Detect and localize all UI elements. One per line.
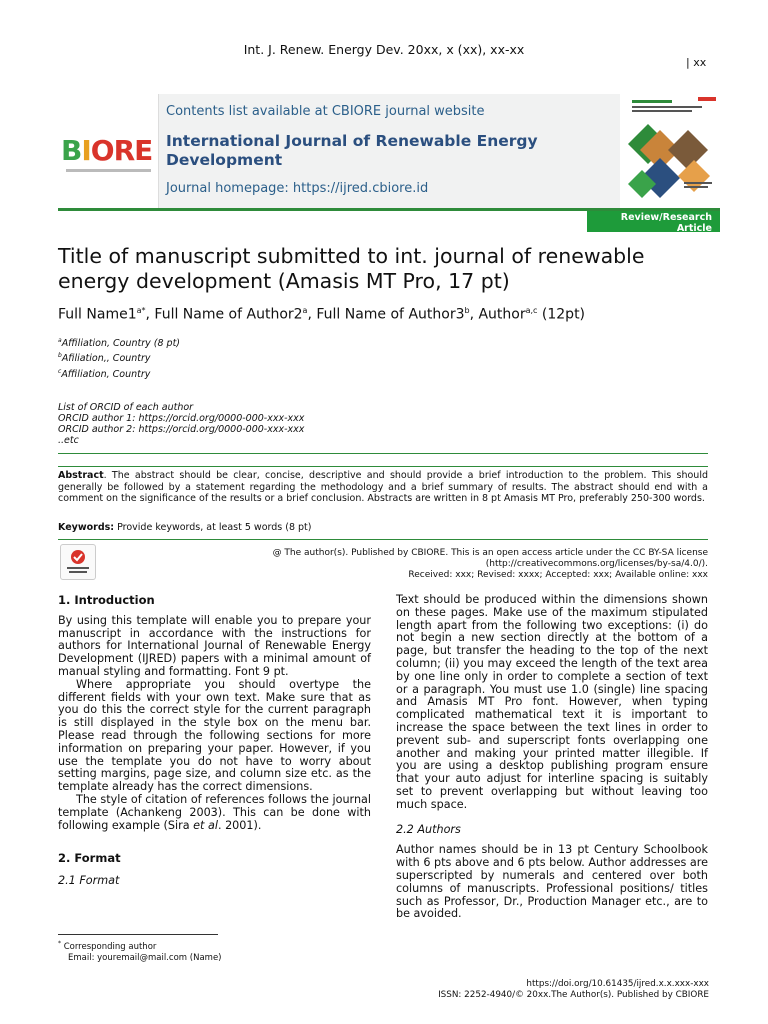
journal-homepage[interactable]: Journal homepage: https://ijred.cbiore.id [166, 181, 429, 196]
page-footer [300, 979, 709, 1001]
keywords [58, 522, 311, 533]
license-top-rule [58, 539, 708, 540]
logo-tagline-bar [66, 169, 151, 172]
left-column [58, 594, 371, 896]
abstract-label: Abstract [58, 470, 104, 481]
running-head: Int. J. Renew. Energy Dev. 20xx, x (xx), xx-xx [243, 42, 525, 57]
contents-line: Contents list available at CBIORE journal website [166, 104, 485, 119]
orcid-author-1[interactable]: ORCID author 1: https://orcid.org/0000-000-xxx-xxx [58, 413, 305, 424]
right-column [396, 594, 708, 921]
abstract [58, 470, 708, 505]
abstract-top-rule-2 [58, 466, 708, 467]
intro-paragraph-2: Where appropriate you should overtype the different fields with your own text. Make sure that as you do this the correct style for the current paragraph is still displayed in the style box on the menu bar. Please read through the following sections for more information on preparing your paper. However, if you use the template you do not have to worry about setting margins, page size, and column size etc. as the template already has the correct dimensions. [58, 677, 371, 794]
orcid-etc: ..etc [58, 435, 79, 446]
format-heading: 2. Format [58, 851, 121, 866]
article-title: Title of manuscript submitted to int. journal of renewable energy development (Amasis MT Pro, 17 pt) [58, 244, 645, 293]
check-for-updates-button[interactable] [60, 544, 96, 580]
issn-line: ISSN: 2252-4940/© 20xx.The Author(s). Published by CBIORE [438, 990, 709, 1000]
check-updates-icon [61, 545, 95, 579]
journal-title: International Journal of Renewable Energy Development [166, 132, 538, 169]
abstract-top-rule [58, 453, 708, 454]
license-block [250, 548, 708, 581]
orcid-list [58, 402, 304, 446]
journal-cover-image [628, 94, 720, 208]
right-paragraph-2: Author names should be in 13 pt Century Schoolbook with 6 pts above and 6 pts below. Author addresses are superscripted by numerals and centered over both columns of manuscripts. Professional positions/ titles such as Professor, Dr., Production Manager etc., are to be avoided. [396, 843, 708, 921]
abstract-text: . The abstract should be clear, concise, descriptive and should provide a brief introduction to the problem. This should generally be followed by a statement regarding the methodology and a brief summary of results. The abstract should end with a comment on the significance of the results or a brief conclusion. Abstracts are written in 8 pt Amasis MT Pro, preferably 250-300 words. [58, 470, 708, 504]
intro-paragraph-3: The style of citation of references follows the journal template (Achankeng 2003). This can be done with following example (Sira et al. 2001). [58, 792, 371, 832]
right-paragraph-1: Text should be produced within the dimensions shown on these pages. Make use of the maximum stipulated length apart from the following two exceptions: (i) do not begin a new section directly at the bottom of a page, but transfer the heading to the top of the next column; (ii) you may exceed the length of the text area by one line only in order to complete a section of text or a paragraph. You must use 1.0 (single) line spacing and Amasis MT Pro font. However, when typing complicated mathematical text it is important to increase the space between the text lines in order to prevent sub- and superscript fonts overlapping one another and making your printed matter illegible. If you are using a desktop publishing program ensure that your auto adjust for interline spacing is suitably set to prevent overlapping but without leaving too much space. [396, 593, 708, 811]
orcid-heading: List of ORCID of each author [58, 402, 194, 413]
cover-illustration [628, 94, 720, 208]
doi-link[interactable]: https://doi.org/10.61435/ijred.x.x.xxx-xxx [526, 979, 709, 989]
dates-line: Received: xxx; Revised: xxxx; Accepted: xxx; Available online: xxx [408, 570, 708, 580]
keywords-label: Keywords: [58, 522, 115, 533]
corresponding-author-footnote: * Corresponding author Email: youremail@mail.com (Name) [58, 940, 222, 963]
license-url[interactable]: (http://creativecommons.org/licenses/by-sa/4.0/). [485, 559, 708, 569]
license-statement: @ The author(s). Published by CBIORE. This is an open access article under the CC BY-SA license [272, 548, 708, 558]
article-type-tab: Review/Research Article [587, 211, 720, 232]
affiliation-c: $^c$Affiliation, Country [58, 368, 151, 381]
orcid-author-2[interactable]: ORCID author 2: https://orcid.org/0000-000-xxx-xxx [58, 424, 305, 435]
page-number-tag: | xx [686, 56, 707, 69]
format-subheading: 2.1 Format [58, 874, 120, 888]
biore-logo-wordmark: BIORE [61, 134, 153, 167]
authors-subheading: 2.2 Authors [396, 822, 461, 836]
introduction-heading: 1. Introduction [58, 593, 155, 607]
biore-logo [58, 94, 159, 208]
author-list: Full $Name1^{a*}$, Full Name of Author2$^a$, Full Name of Author3$^b$, Author$^{a,c}$ (12pt) [58, 306, 586, 323]
footnote-rule [58, 934, 218, 935]
corresponding-email: Email: youremail@mail.com (Name) [68, 952, 222, 963]
keywords-text: Provide keywords, at least 5 words (8 pt) [114, 522, 312, 533]
affiliation-b: $^b$Afiliation,, Country [58, 352, 151, 365]
affiliation-a: $^a$Affiliation, Country (8 pt) [58, 337, 181, 350]
intro-paragraph-1: By using this template will enable you to prepare your manuscript in accordance with the instructions for authors for International Journal of Renewable Energy Development (IJRED) papers with a minimal amount of manual styling and formatting. Font 9 pt. [58, 613, 371, 678]
